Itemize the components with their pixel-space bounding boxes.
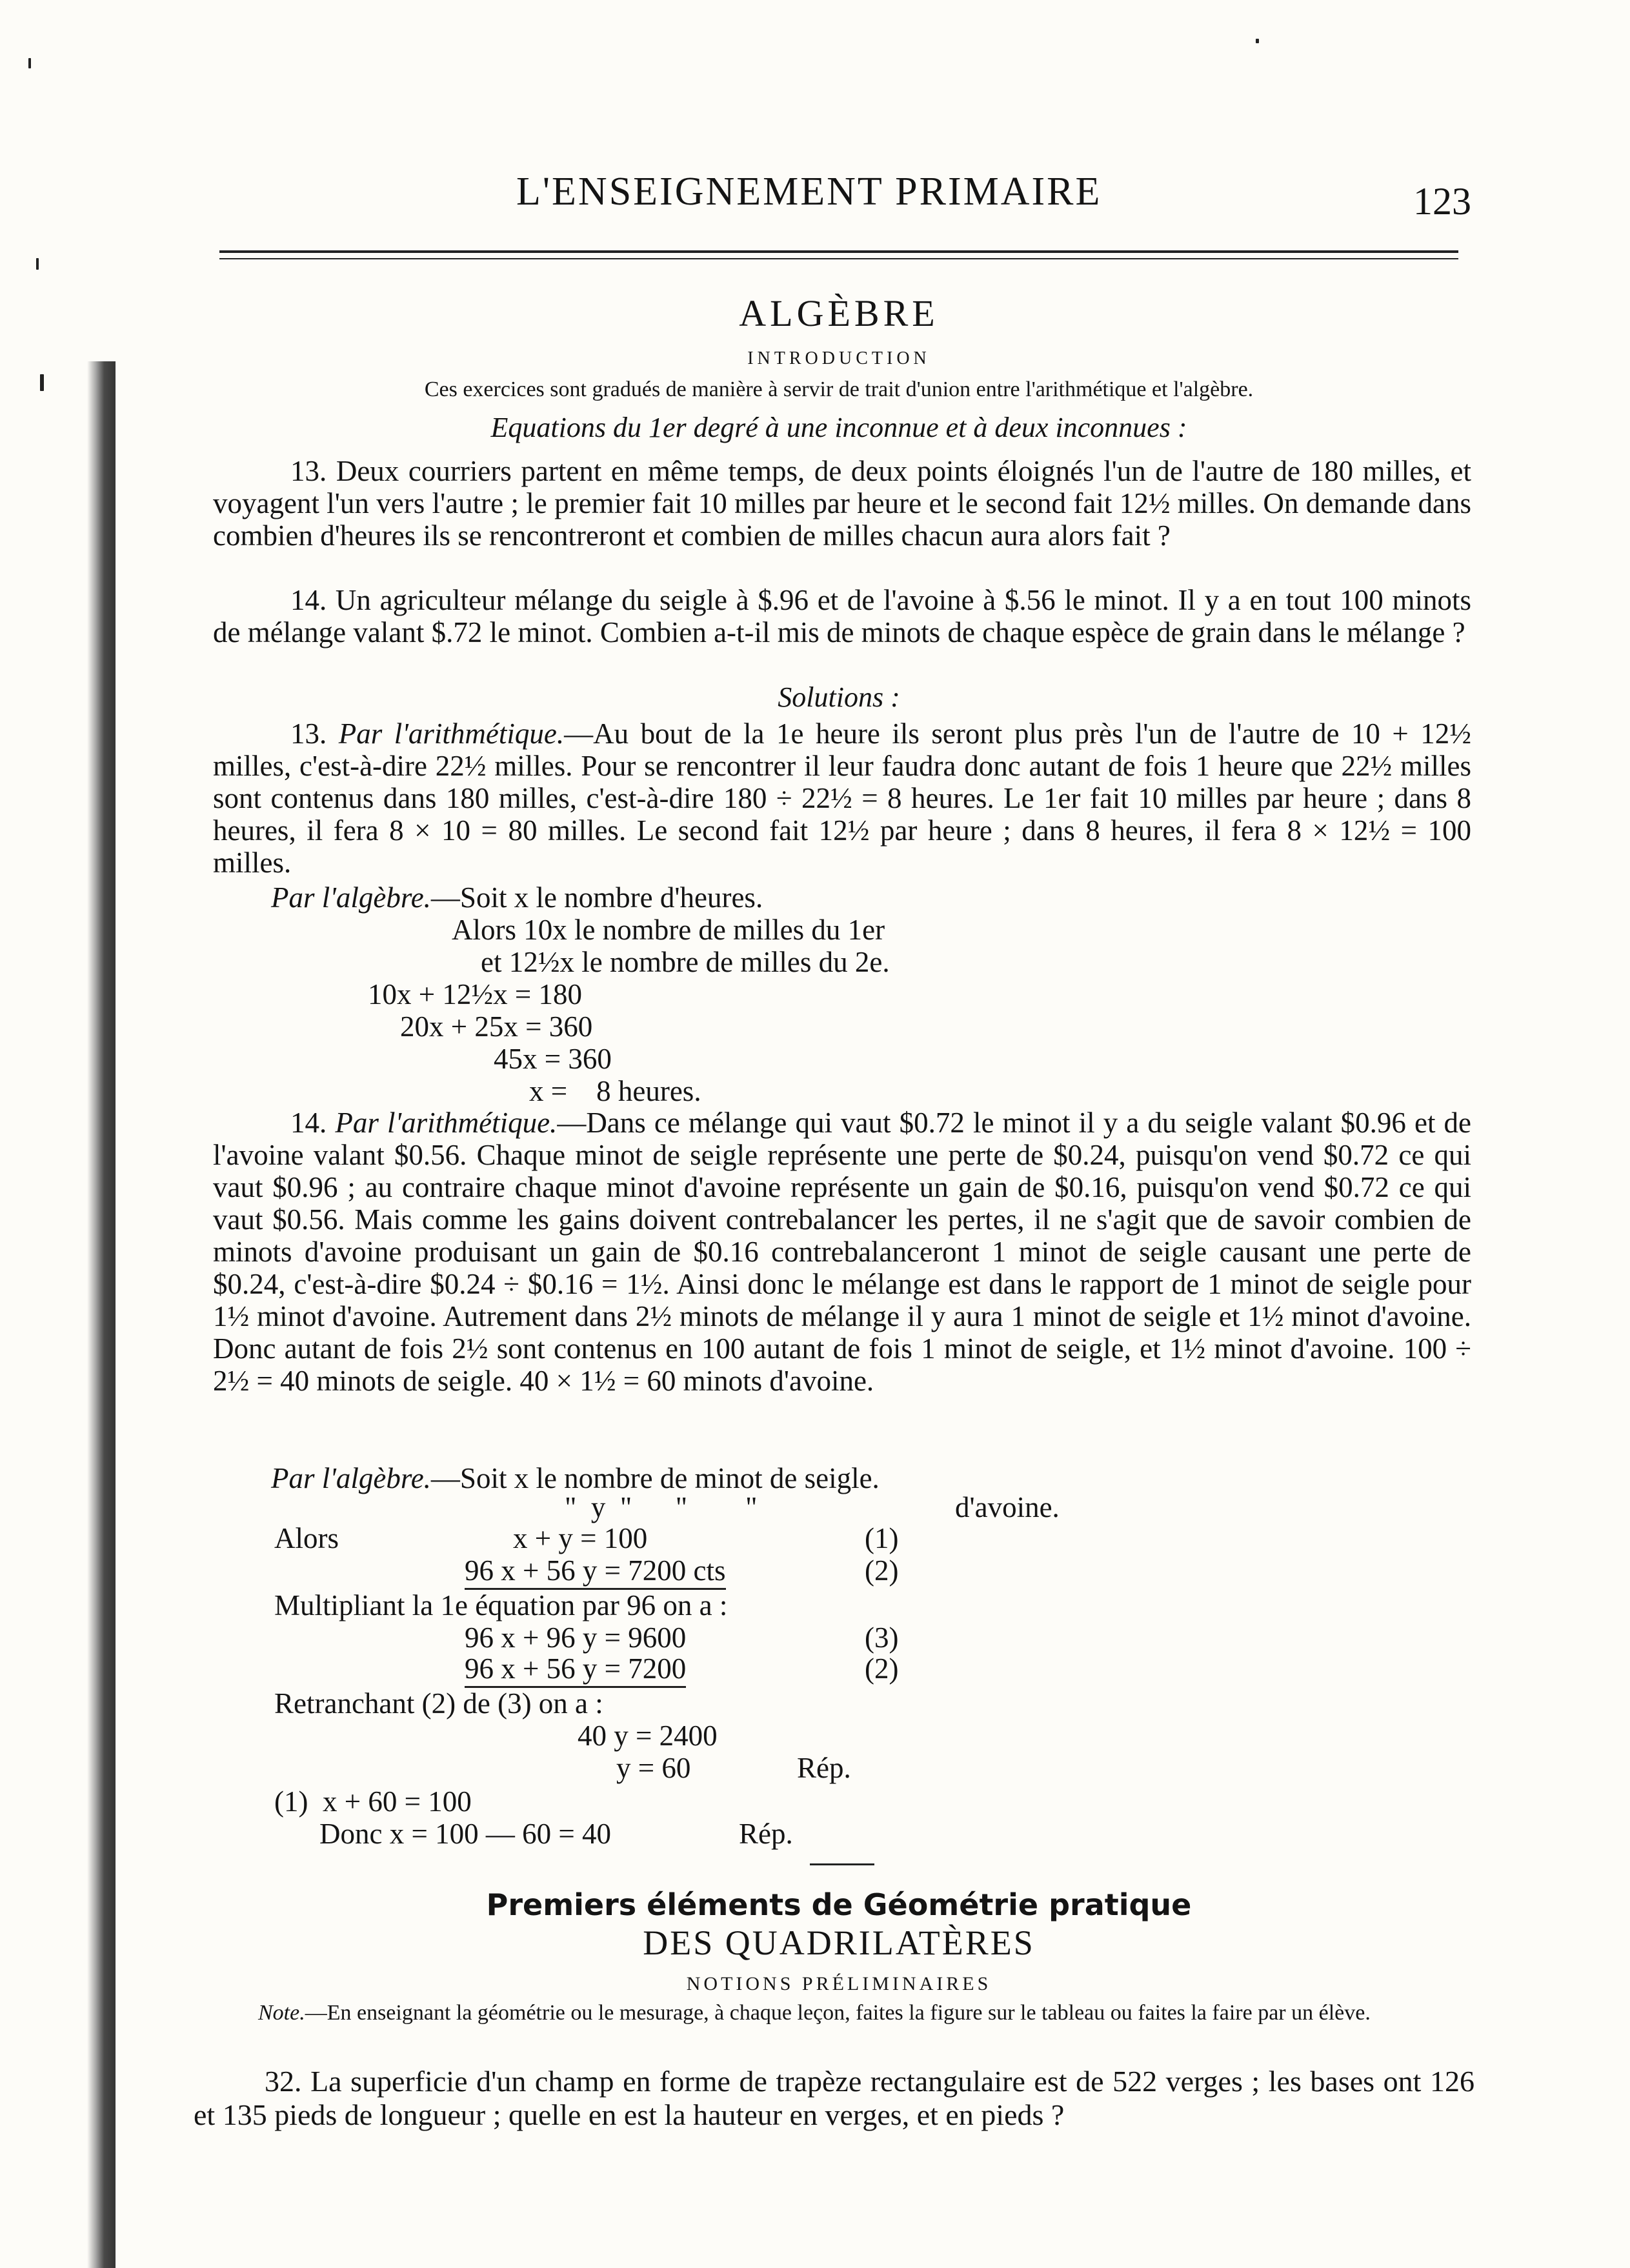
- method-label: Par l'arithmétique.: [335, 1107, 558, 1139]
- subtracting-step: Retranchant (2) de (3) on a :: [274, 1687, 603, 1720]
- problem-32: [194, 2065, 1474, 2132]
- equation-tag: (2): [865, 1652, 899, 1685]
- answer-label: Rép.: [797, 1752, 851, 1784]
- ditto-suffix: d'avoine.: [955, 1491, 1060, 1523]
- equation-tag: (3): [865, 1621, 899, 1654]
- algebra-line: Alors 10x le nombre de milles du 1er: [452, 914, 885, 946]
- teacher-note: [213, 2000, 1471, 2026]
- solution-number: 13.: [290, 718, 327, 750]
- solution-14-arithmetic: [213, 1107, 1471, 1397]
- section-divider: [810, 1863, 874, 1865]
- scan-speck: [28, 58, 31, 68]
- method-label: Par l'algèbre.: [271, 1462, 431, 1494]
- equation: Donc x = 100 — 60 = 40: [319, 1818, 611, 1850]
- equation: 20x + 25x = 360: [400, 1010, 593, 1043]
- intro-text: Ces exercices sont gradués de manière à servir de trait d'union entre l'arithmétique et l'algèbre.: [424, 377, 1254, 401]
- equation: 96 x + 96 y = 9600: [465, 1621, 687, 1654]
- problem-14-text: 14. Un agriculteur mélange du seigle à $.96 et de l'avoine à $.56 le minot. Il y a en tout 100 minots de mélange valant $.72 le minot. Combien a-t-il mis de minots de chaque espèce de grain dans le mélange ?: [213, 584, 1471, 648]
- solution-13-algebra: [271, 881, 763, 914]
- answer-label: Rép.: [739, 1818, 793, 1850]
- note-label: Note.: [258, 2001, 305, 2025]
- section-title: ALGÈBRE: [739, 292, 939, 334]
- geometry-subtitle: DES QUADRILATÈRES: [643, 1923, 1035, 1962]
- equation: y = 60: [616, 1752, 691, 1784]
- multiplying-step: Multipliant la 1e équation par 96 on a :: [274, 1589, 728, 1621]
- solution-text: —Dans ce mélange qui vaut $0.72 le minot il y a du seigle valant $0.96 et de l'avoine valant $0.56. Chaque minot de seigle représente une perte de $0.24, puisqu'on vend $0.72 ce qui vaut $0.96 ; au contraire chaque minot d'avoine représente un gain de $0.16, puisqu'on vend $0.72 ce qui vaut $0.56. Mais comme les gains doivent contrebalancer les pertes, il ne s'agit que de savoir combien de minots d'avoine produisant un gain de $0.16 contrebalanceront 1 minot de seigle causant une perte de $0.24, c'est-à-dire $0.24 ÷ $0.16 = 1½. Ainsi donc le mélange est dans le rapport de 1 minot de seigle pour 1½ minot d'avoine. Autrement dans 2½ minots de mélange il y aura 1 minot de seigle et 1½ minot d'avoine. Donc autant de fois 2½ sont contenus en 100 autant de fois 1 minot de seigle, et 1½ minot d'avoine. 100 ÷ 2½ = 40 minots de seigle. 40 × 1½ = 60 minots d'avoine.: [213, 1107, 1472, 1397]
- page-number: 123: [1413, 180, 1471, 223]
- equation: 96 x + 56 y = 7200: [465, 1652, 686, 1688]
- problem-13-text: 13. Deux courriers partent en même temps, de deux points éloignés l'un de l'autre de 180 milles, et voyagent l'un vers l'autre ; le premier fait 10 milles par heure et le second fait 12½ milles. On demande dans combien d'heures ils se rencontreront et combien de milles chacun aura alors fait ?: [213, 455, 1471, 552]
- method-label: Par l'algèbre.: [271, 881, 431, 914]
- equation: (1) x + 60 = 100: [274, 1785, 472, 1818]
- equation: 10x + 12½x = 180: [368, 978, 583, 1010]
- problem-32-text: 32. La superficie d'un champ en forme de trapèze rectangulaire est de 522 verges ; les bases ont 126 et 135 pieds de longueur ; quelle en est la hauteur en verges, et en pieds ?: [194, 2065, 1474, 2131]
- equations-heading: Equations du 1er degré à une inconnue et à deux inconnues :: [490, 412, 1187, 443]
- equation: x = 8 heures.: [529, 1075, 701, 1107]
- binding-shadow: [87, 361, 116, 2268]
- solution-text: —Au bout de la 1e heure ils seront plus près l'un de l'autre de 10 + 12½ milles, c'est-à-dire 22½ milles. Pour se rencontrer il leur faudra donc autant de fois 1 heure que 22½ milles sont contenus dans 180 milles, c'est-à-dire 180 ÷ 22½ = 8 heures. Le 1er fait 10 milles par heure ; dans 8 heures, il fera 8 × 10 = 80 milles. Le second fait 12½ par heure ; dans 8 heures, il fera 8 × 12½ = 100 milles.: [213, 718, 1472, 879]
- equation-tag: (2): [865, 1554, 899, 1587]
- problem-14: [213, 584, 1471, 648]
- equation: 96 x + 56 y = 7200 cts: [465, 1554, 726, 1590]
- section-subtitle: INTRODUCTION: [747, 348, 931, 368]
- header-rule: [219, 250, 1458, 253]
- solution-13-arithmetic: [213, 718, 1471, 879]
- alors-label: Alors: [274, 1522, 339, 1554]
- solution-text: —Soit x le nombre d'heures.: [430, 881, 763, 914]
- equation: 45x = 360: [494, 1043, 612, 1075]
- solutions-heading: Solutions :: [778, 681, 900, 713]
- ditto-marks: " y " " ": [565, 1491, 758, 1523]
- solution-text: —Soit x le nombre de minot de seigle.: [430, 1462, 880, 1494]
- scan-speck: [36, 258, 39, 270]
- header-rule: [219, 258, 1458, 259]
- equation: 40 y = 2400: [578, 1720, 718, 1752]
- method-label: Par l'arithmétique.: [338, 718, 565, 750]
- note-text: —En enseignant la géométrie ou le mesurage, à chaque leçon, faites la figure sur le tableau ou faites la faire par un élève.: [305, 2001, 1371, 2025]
- equation-tag: (1): [865, 1522, 899, 1554]
- scan-speck: [1256, 39, 1259, 43]
- running-header: L'ENSEIGNEMENT PRIMAIRE: [516, 170, 1102, 214]
- equation: x + y = 100: [513, 1522, 648, 1554]
- scan-speck: [40, 374, 44, 391]
- solution-number: 14.: [290, 1107, 327, 1139]
- problem-13: [213, 455, 1471, 552]
- algebra-line: et 12½x le nombre de milles du 2e.: [481, 946, 890, 978]
- geometry-title: Premiers éléments de Géométrie pratique: [486, 1887, 1192, 1922]
- geometry-section: NOTIONS PRÉLIMINAIRES: [686, 1973, 992, 1994]
